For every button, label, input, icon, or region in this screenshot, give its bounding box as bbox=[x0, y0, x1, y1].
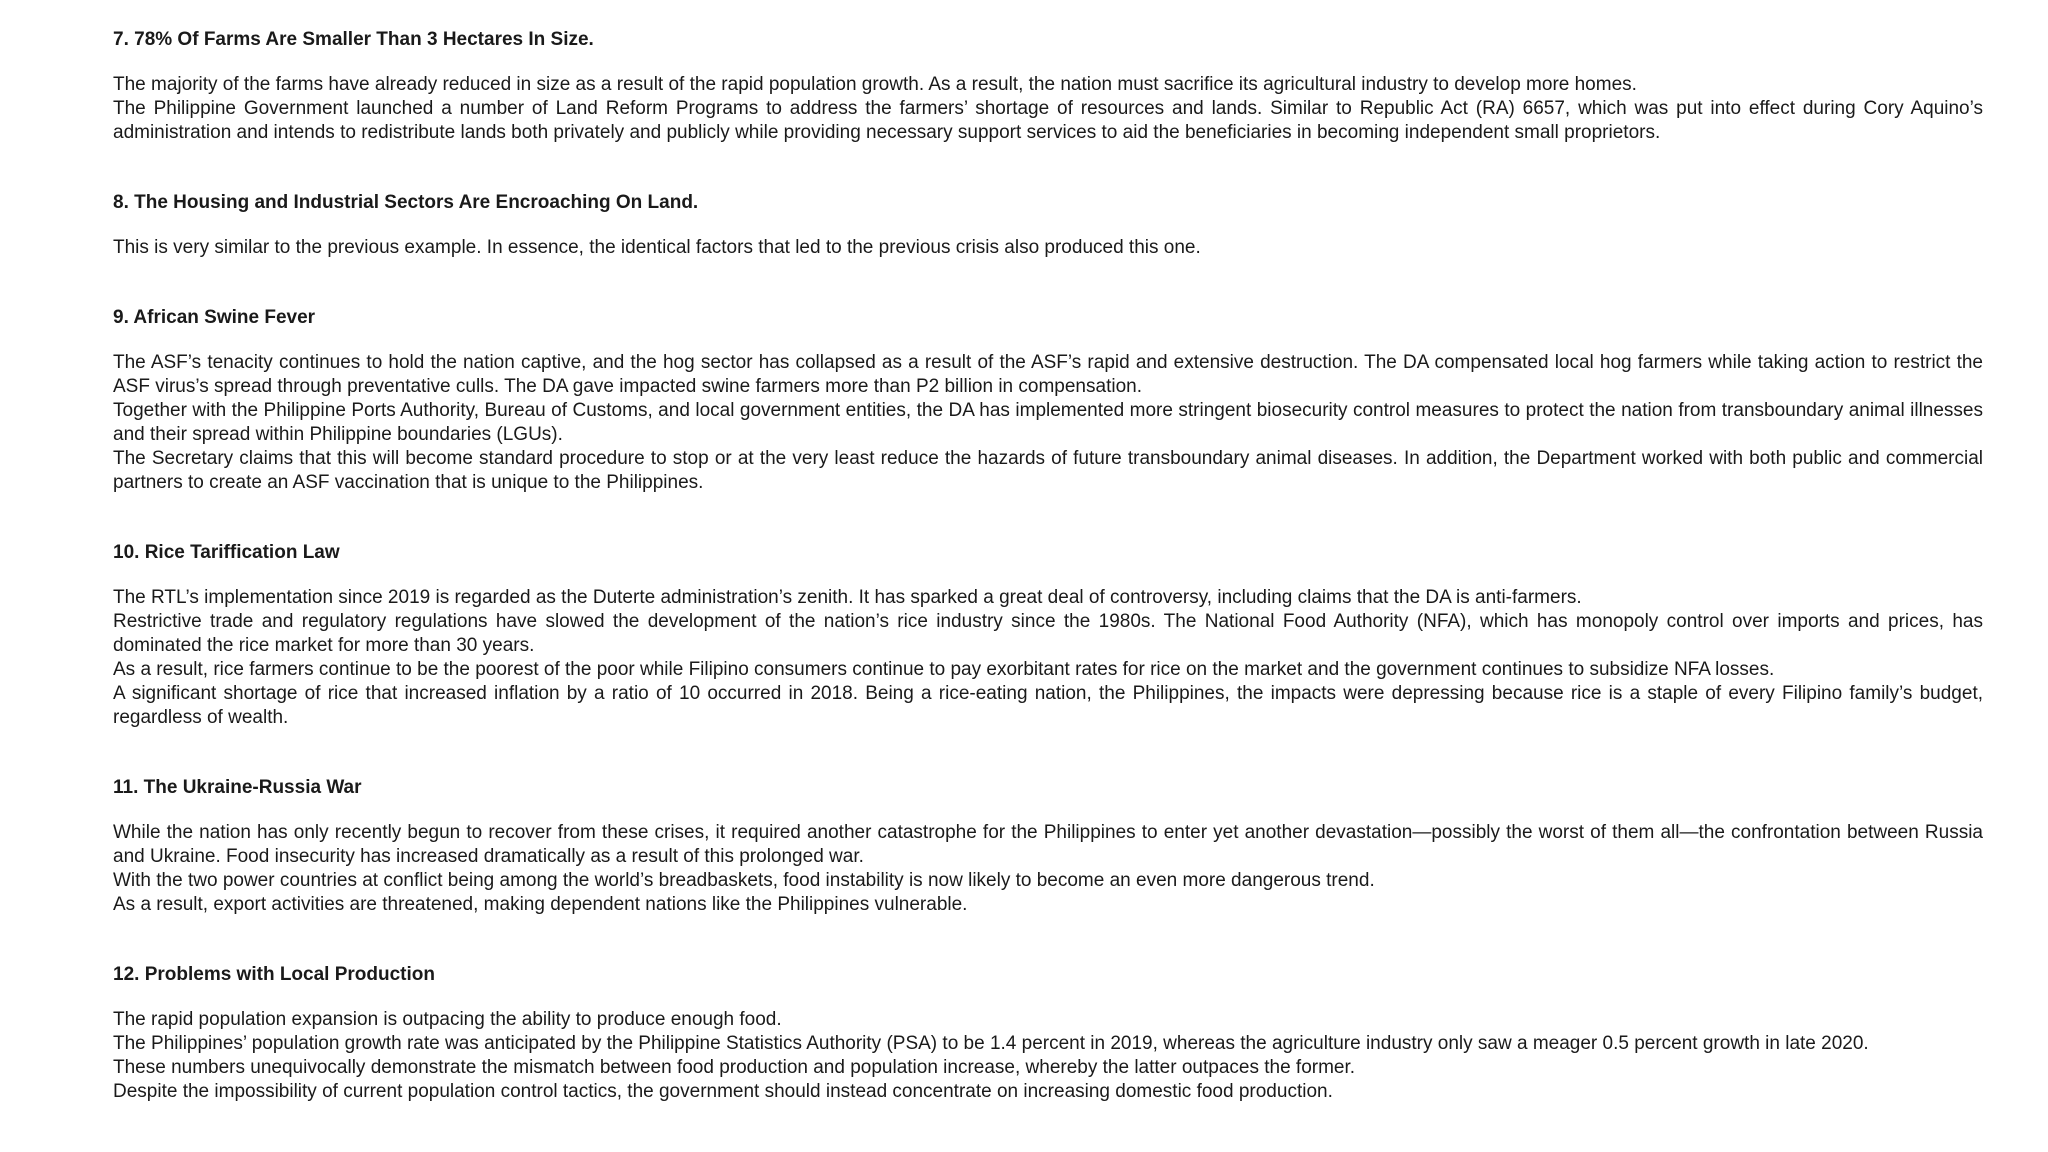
paragraph: The ASF’s tenacity continues to hold the nation captive, and the hog sector has collapsed as a result of the ASF’s rapid and extensive destruction. The DA compensated local hog farmers while taking action to restrict the ASF virus’s spread through preventative culls. The DA gave impacted swine farmers more than P2 billion in compensation. bbox=[113, 352, 1983, 397]
paragraph: The Philippine Government launched a number of Land Reform Programs to address the farmers’ shortage of resources and lands. Similar to Republic Act (RA) 6657, which was put into effect during Cory Aquino’s administration and intends to redistribute lands both privately and publicly while providing necessary support services to aid the beneficiaries in becoming independent small proprietors. bbox=[113, 98, 1983, 143]
section-ukraine-russia-war bbox=[113, 776, 1983, 917]
section-farm-size bbox=[113, 28, 1983, 145]
paragraph: A significant shortage of rice that increased inflation by a ratio of 10 occurred in 2018. Being a rice-eating nation, the Philippines, the impacts were depressing because rice is a staple of every Filipino family’s budget, regardless of wealth. bbox=[113, 683, 1983, 728]
paragraph: The rapid population expansion is outpacing the ability to produce enough food. bbox=[113, 1009, 782, 1030]
paragraph: With the two power countries at conflict being among the world’s breadbaskets, food instability is now likely to become an even more dangerous trend. bbox=[113, 870, 1375, 891]
paragraph: The Secretary claims that this will become standard procedure to stop or at the very least reduce the hazards of future transboundary animal diseases. In addition, the Department worked with both public and commercial partners to create an ASF vaccination that is unique to the Philippines. bbox=[113, 448, 1983, 493]
paragraph: These numbers unequivocally demonstrate the mismatch between food production and population increase, whereby the latter outpaces the former. bbox=[113, 1057, 1356, 1078]
section-heading: 12. Problems with Local Production bbox=[113, 964, 435, 985]
section-rice-tariffication bbox=[113, 541, 1983, 730]
section-local-production bbox=[113, 963, 1983, 1104]
paragraph: Restrictive trade and regulatory regulations have slowed the development of the nation’s rice industry since the 1980s. The National Food Authority (NFA), which has monopoly control over imports and prices, has dominated the rice market for more than 30 years. bbox=[113, 611, 1983, 656]
section-heading: 10. Rice Tariffication Law bbox=[113, 542, 340, 563]
document-page bbox=[113, 28, 1983, 1104]
section-african-swine-fever bbox=[113, 306, 1983, 495]
section-heading: 7. 78% Of Farms Are Smaller Than 3 Hectares In Size. bbox=[113, 29, 594, 50]
section-housing-industrial bbox=[113, 191, 1983, 260]
section-heading: 11. The Ukraine-Russia War bbox=[113, 777, 362, 798]
section-heading: 8. The Housing and Industrial Sectors Are Encroaching On Land. bbox=[113, 192, 699, 213]
paragraph: As a result, export activities are threatened, making dependent nations like the Philippines vulnerable. bbox=[113, 894, 968, 915]
section-heading: 9. African Swine Fever bbox=[113, 307, 316, 328]
paragraph: While the nation has only recently begun to recover from these crises, it required another catastrophe for the Philippines to enter yet another devastation—possibly the worst of them all—the confrontation between Russia and Ukraine. Food insecurity has increased dramatically as a result of this prolonged war. bbox=[113, 822, 1983, 867]
paragraph: The Philippines’ population growth rate was anticipated by the Philippine Statistics Authority (PSA) to be 1.4 percent in 2019, whereas the agriculture industry only saw a meager 0.5 percent growth in late 2020. bbox=[113, 1033, 1869, 1054]
paragraph: This is very similar to the previous example. In essence, the identical factors that led to the previous crisis also produced this one. bbox=[113, 237, 1201, 258]
paragraph: The majority of the farms have already reduced in size as a result of the rapid population growth. As a result, the nation must sacrifice its agricultural industry to develop more homes. bbox=[113, 74, 1637, 95]
paragraph: Despite the impossibility of current population control tactics, the government should instead concentrate on increasing domestic food production. bbox=[113, 1081, 1333, 1102]
paragraph: As a result, rice farmers continue to be the poorest of the poor while Filipino consumers continue to pay exorbitant rates for rice on the market and the government continues to subsidize NFA losses. bbox=[113, 659, 1775, 680]
paragraph: Together with the Philippine Ports Authority, Bureau of Customs, and local government entities, the DA has implemented more stringent biosecurity control measures to protect the nation from transboundary animal illnesses and their spread within Philippine boundaries (LGUs). bbox=[113, 400, 1983, 445]
paragraph: The RTL’s implementation since 2019 is regarded as the Duterte administration’s zenith. It has sparked a great deal of controversy, including claims that the DA is anti-farmers. bbox=[113, 587, 1582, 608]
